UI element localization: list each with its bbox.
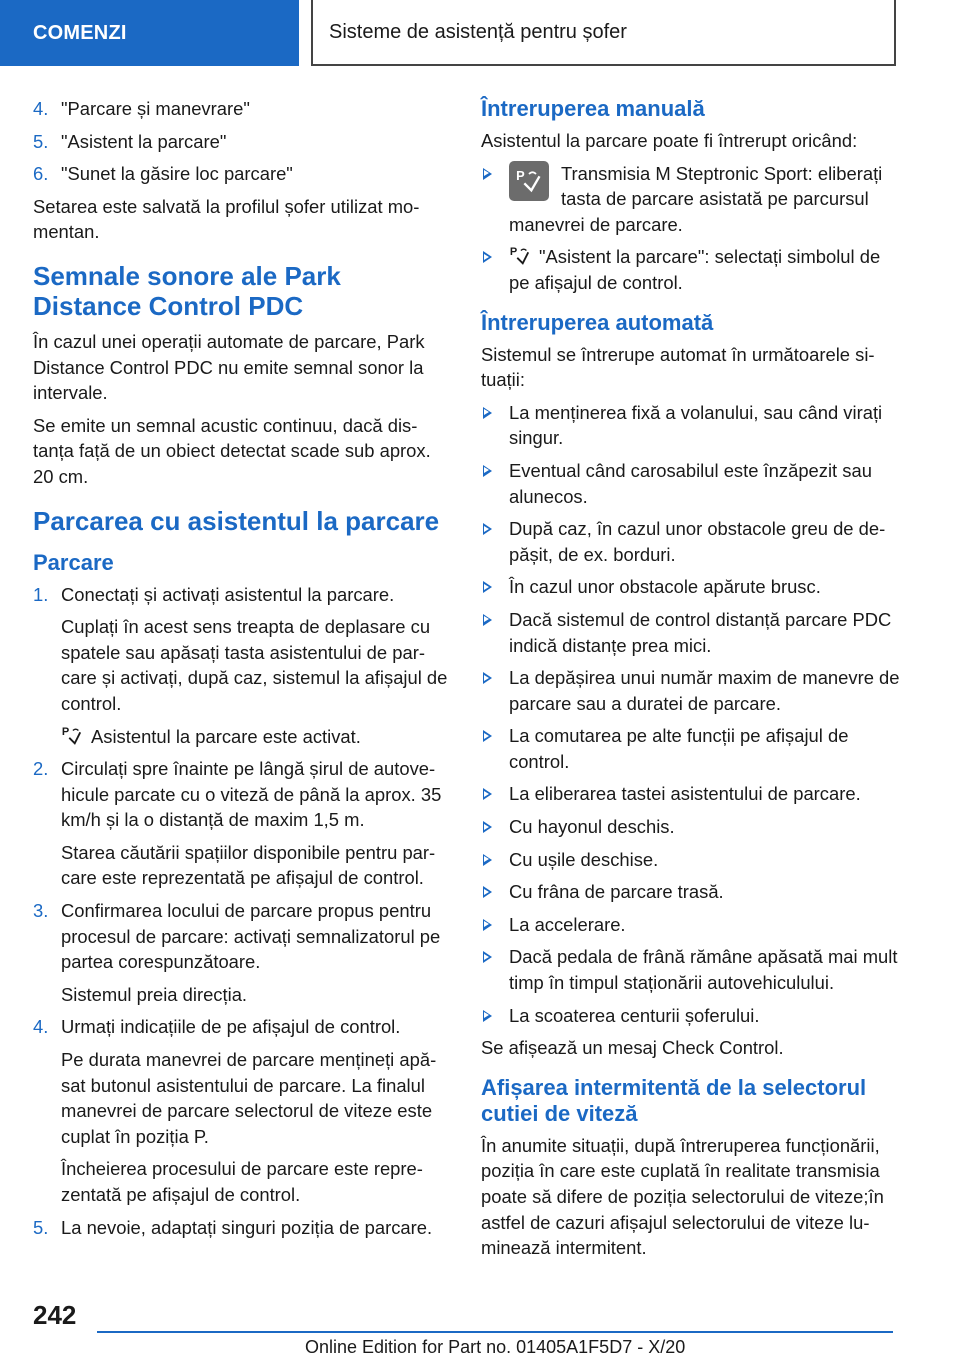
list-item [481, 879, 901, 905]
check-control-text: Se afișează un mesaj Check Control. [481, 1037, 784, 1059]
heading-parking: Parcare [33, 549, 114, 575]
chapter-header [311, 0, 896, 66]
step-text: Conectați și activați asistentul la parcare. [61, 583, 395, 605]
signals-paragraph-2: Se emite un semnal acustic continuu, dacă distanța față de un obiect detectat scade sub aprox. 20 cm. [33, 414, 431, 487]
list-item [481, 665, 901, 716]
settings-steps-list [33, 96, 451, 187]
step-text: Circulați spre înainte pe lângă șirul de autovehicule parcate cu o viteză de până la aprox. 35 km/h și la o distanță de maxim 1,5 m. [61, 758, 442, 831]
list-item [33, 898, 451, 1007]
list-item [481, 1003, 901, 1029]
item-text: La menținerea fixă a volanului, sau când virați singur. [509, 401, 883, 449]
step-number: 4. [33, 98, 49, 119]
step-text: Confirmarea locului de parcare propus pentru procesul de parcare: activați semnalizatorul pe partea corespunzătoare. [61, 900, 441, 973]
svg-text:P: P [61, 725, 70, 738]
left-column [33, 96, 451, 1247]
list-item [481, 161, 901, 238]
auto-interrupt-list [481, 400, 901, 1028]
item-text: "Asistent la parcare": selectați simbolul de pe afișajul de control. [509, 246, 881, 293]
step-number: 1. [33, 583, 49, 605]
status-text: Asistentul la parcare este activat. [91, 725, 361, 747]
section-title: COMENZI [33, 21, 127, 44]
list-item [481, 244, 901, 295]
step-number: 5. [33, 130, 49, 152]
step-number: 3. [33, 900, 49, 922]
step-detail: Pe durata manevrei de parcare mențineți apăsat butonul asistentului de parcare. La finalul manevrei de parcare selectorul de viteze este cuplat în poziția P. [61, 1049, 437, 1147]
item-text: Cu hayonul deschis. [509, 816, 675, 838]
bullet-triangle-icon [483, 407, 492, 419]
footer-divider [97, 1331, 893, 1333]
chapter-title: Sisteme de asistență pentru șofer [329, 20, 627, 43]
heading-signals: Semnale sonore ale Park Distance Control PDC [33, 260, 341, 321]
list-item [481, 944, 901, 995]
list-item [481, 814, 901, 840]
section-tab [0, 0, 299, 66]
step-text: "Sunet la găsire loc parcare" [61, 163, 293, 185]
bullet-triangle-icon [483, 886, 492, 898]
bullet-triangle-icon [483, 821, 492, 833]
signals-paragraph-1: În cazul unei operații automate de parcare, Park Distance Control PDC nu emite semnal sonor la intervale. [33, 330, 425, 404]
heading-manual-interrupt: Întreruperea manuală [481, 96, 705, 121]
step-detail: Încheierea procesului de parcare este reprezentată pe afișajul de control. [61, 1158, 423, 1205]
list-item [481, 912, 901, 938]
heading-auto-interrupt: Întreruperea automată [481, 309, 714, 335]
list-item [33, 129, 451, 155]
bullet-triangle-icon [483, 854, 492, 866]
heading-parking-assist: Parcarea cu asistentul la parcare [33, 505, 440, 536]
step-number: 6. [33, 163, 49, 185]
item-text: După caz, în cazul unor obstacole greu de depășit, de ex. borduri. [509, 518, 886, 565]
item-text: La comutarea pe alte funcții pe afișajul de control. [509, 725, 849, 772]
bullet-triangle-icon [483, 168, 492, 180]
bullet-triangle-icon [483, 788, 492, 800]
item-text: Cu frâna de parcare trasă. [509, 881, 724, 903]
bullet-triangle-icon [483, 951, 492, 963]
bullet-triangle-icon [483, 672, 492, 684]
list-item [481, 847, 901, 873]
list-item [481, 781, 901, 807]
bullet-triangle-icon [483, 919, 492, 931]
step-text: "Parcare și manevrare" [61, 98, 250, 119]
step-number: 5. [33, 1216, 49, 1238]
step-text: Urmați indicațiile de pe afișajul de control. [61, 1016, 401, 1038]
auto-intro: Sistemul se întrerupe automat în următoarele situații: [481, 343, 875, 391]
step-detail: Sistemul preia direcția. [61, 983, 248, 1005]
item-text: La scoaterea centurii șoferului. [509, 1004, 760, 1026]
bullet-triangle-icon [483, 1010, 492, 1022]
item-text: Dacă sistemul de control distanță parcare PDC indică distanțe prea mici. [509, 608, 892, 656]
list-item [481, 400, 901, 451]
manual-intro: Asistentul la parcare poate fi întrerupt oricând: [481, 130, 858, 151]
bullet-triangle-icon [483, 523, 492, 535]
bullet-triangle-icon [483, 730, 492, 742]
list-item [481, 516, 901, 567]
step-status-line [61, 724, 451, 750]
selector-blink-paragraph: În anumite situații, după întreruperea funcționării, poziția în care este cuplată în realitate transmisia poate să difere de poziția selectorului de viteze;în astfel de cazuri afișajul selectorului de viteze luminează intermitent. [481, 1134, 884, 1259]
item-text: Transmisia M Steptronic Sport: eliberați tasta de parcare asistată pe parcursul manevrei de parcare. [509, 162, 883, 235]
right-column [481, 96, 901, 1268]
list-item [33, 756, 451, 891]
step-detail: Starea căutării spațiilor disponibile pentru parcare este reprezentată pe afișajul de control. [61, 841, 436, 889]
list-item [33, 1215, 451, 1241]
item-text: Cu ușile deschise. [509, 848, 659, 870]
bullet-triangle-icon [483, 251, 492, 263]
step-number: 4. [33, 1016, 49, 1038]
footer-edition: Online Edition for Part no. 01405A1F5D7 - X/20 [305, 1337, 686, 1357]
manual-interrupt-list [481, 161, 901, 296]
heading-selector-blink: Afișarea intermitentă de la selectorul cutiei de viteză [481, 1074, 867, 1126]
setting-saved-text: Setarea este salvată la profilul șofer utilizat momentan. [33, 195, 420, 243]
step-text: La nevoie, adaptați singuri poziția de parcare. [61, 1216, 433, 1238]
item-text: Dacă pedala de frână rămâne apăsată mai mult timp în timpul staționării autovehiculului. [509, 946, 898, 994]
park-assist-button-icon [509, 161, 549, 201]
list-item [481, 458, 901, 509]
item-text: În cazul unor obstacole apărute brusc. [509, 576, 821, 598]
svg-text:P: P [516, 167, 525, 183]
bullet-triangle-icon [483, 614, 492, 626]
svg-text:P: P [509, 246, 518, 259]
item-text: La depășirea unui număr maxim de manevre de parcare sau a duratei de parcare. [509, 667, 900, 714]
bullet-triangle-icon [483, 581, 492, 593]
bullet-triangle-icon [483, 465, 492, 477]
step-text: "Asistent la parcare" [61, 130, 227, 152]
step-number: 2. [33, 758, 49, 780]
list-item [481, 574, 901, 600]
item-text: La accelerare. [509, 913, 626, 935]
list-item [481, 723, 901, 774]
list-item [33, 161, 451, 187]
item-text: Eventual când carosabilul este înzăpezit sau alunecos. [509, 459, 872, 507]
item-text: La eliberarea tastei asistentului de parcare. [509, 783, 861, 805]
parking-steps-list [33, 582, 451, 1241]
parking-assistant-icon [61, 725, 83, 747]
list-item [33, 1014, 451, 1207]
page-number: 242 [33, 1300, 77, 1330]
list-item [33, 96, 451, 122]
step-detail: Cuplați în acest sens treapta de deplasare cu spatele sau apăsați tasta asistentului de parcare și activați, după caz, sistemul la afișajul de control. [61, 616, 448, 714]
list-item [33, 582, 451, 750]
parking-assistant-icon [509, 245, 531, 267]
list-item [481, 607, 901, 658]
